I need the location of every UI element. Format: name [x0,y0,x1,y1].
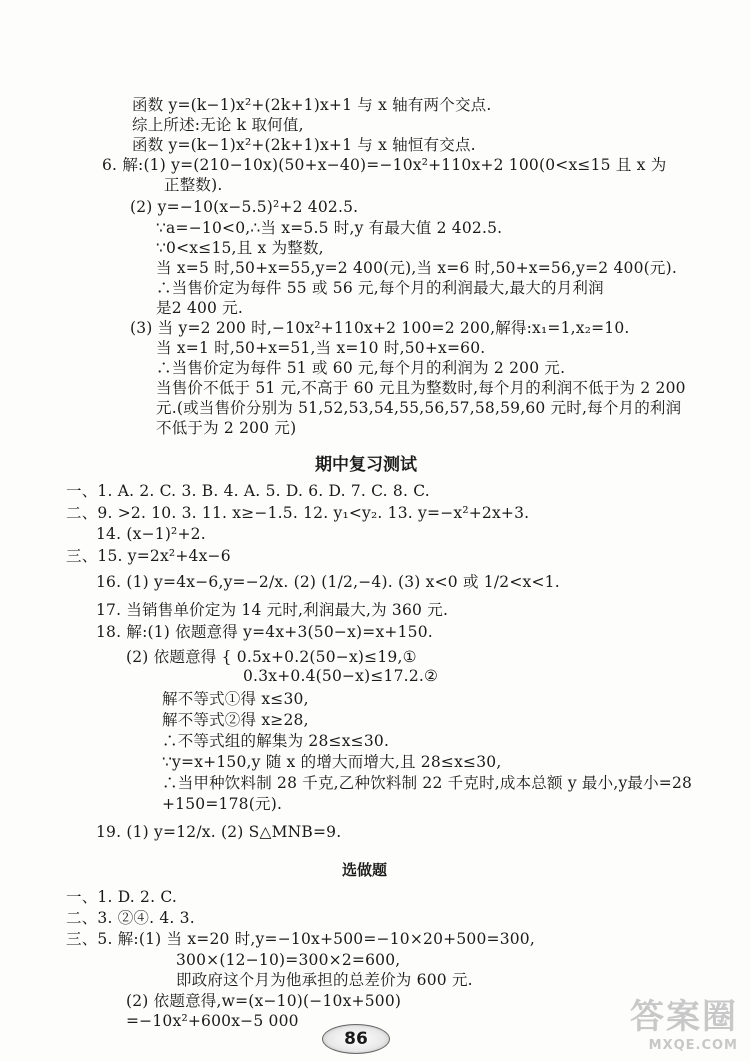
text-line: 300×(12−10)=300×2=600, [176,951,401,969]
text-line: ∴不等式组的解集为 28≤x≤30. [162,732,390,750]
text-line: 6. 解:(1) y=(210−10x)(50+x−40)=−10x²+110x+2 100(0<x≤15 且 x 为 [102,156,667,174]
text-line: +150=178(元). [162,795,283,813]
text-line: 正整数). [164,176,223,194]
text-line: 一、1. D. 2. C. [66,888,177,906]
text-line: 综上所述:无论 k 取何值, [132,116,304,134]
text-line: 18. 解:(1) 依题意得 y=4x+3(50−x)=x+150. [96,623,433,641]
text-line: 17. 当销售单价定为 14 元时,利润最大,为 360 元. [96,601,449,619]
text-line: 当 x=5 时,50+x=55,y=2 400(元),当 x=6 时,50+x=56,y=2 400(元). [156,259,677,277]
text-line: 16. (1) y=4x−6,y=−2/x. (2) (1/2,−4). (3) x<0 或 1/2<x<1. [96,573,560,591]
text-line: 二、3. ②④. 4. 3. [66,909,195,927]
text-line: 不低于为 2 200 元) [156,419,297,437]
text-line: ∵a=−10<0,∴当 x=5.5 时,y 有最大值 2 402.5. [156,219,503,237]
text-line: 当售价不低于 51 元,不高于 60 元且为整数时,每个月的利润不低于为 2 200 [156,379,686,397]
text-line: 函数 y=(k−1)x²+(2k+1)x+1 与 x 轴恒有交点. [132,136,476,154]
text-line: 三、5. 解:(1) 当 x=20 时,y=−10x+500=−10×20+500=300, [66,930,536,948]
text-line: (2) y=−10(x−5.5)²+2 402.5. [130,198,359,216]
text-line: ∴当售价定为每件 51 或 60 元,每个月的利润为 2 200 元. [156,359,566,377]
watermark-text: 答案圈 [630,997,738,1037]
text-line: =−10x²+600x−5 000 [126,1012,299,1030]
text-line: 19. (1) y=12/x. (2) S△MNB=9. [96,823,342,841]
text-line: 是2 400 元. [156,299,244,317]
text-line: 14. (x−1)²+2. [96,525,206,543]
text-line: ∵0<x≤15,且 x 为整数, [156,239,324,257]
section-heading-midterm: 期中复习测试 [315,455,417,475]
text-line: ∴当售价定为每件 55 或 56 元,每个月的利润最大,最大的月利润 [156,279,604,297]
text-line: 当 x=1 时,50+x=51,当 x=10 时,50+x=60. [156,339,486,357]
text-line: 即政府这个月为他承担的总差价为 600 元. [176,971,473,989]
text-line: 解不等式①得 x≤30, [162,690,309,708]
text-line: 一、1. A. 2. C. 3. B. 4. A. 5. D. 6. D. 7. C. 8. C. [66,482,430,500]
text-line: 0.3x+0.4(50−x)≤17.2.② [243,667,439,685]
text-line: (2) 依题意得 { 0.5x+0.2(50−x)≤19,① [126,648,417,666]
text-line: 二、9. >2. 10. 3. 11. x≥−1.5. 12. y₁<y₂. 13. y=−x²+2x+3. [66,504,530,522]
text-line: ∵y=x+150,y 随 x 的增大而增大,且 28≤x≤30, [162,753,502,771]
text-line: 元.(或当售价分别为 51,52,53,54,55,56,57,58,59,60 元时,每个月的利润 [156,399,682,417]
section-heading-optional: 选做题 [342,861,388,879]
text-line: ∴当甲种饮料制 28 千克,乙种饮料制 22 千克时,成本总额 y 最小,y最小=28 [162,774,693,792]
watermark-url: MXQE.COM [648,1038,738,1053]
text-line: 三、15. y=2x²+4x−6 [66,547,231,565]
text-line: (2) 依题意得,w=(x−10)(−10x+500) [126,992,402,1010]
watermark-logo [630,989,738,1053]
page-number: 86 [322,1024,390,1054]
text-line: 解不等式②得 x≥28, [162,711,309,729]
text-line: (3) 当 y=2 200 时,−10x²+110x+2 100=2 200,解得:x₁=1,x₂=10. [130,319,630,337]
text-line: 函数 y=(k−1)x²+(2k+1)x+1 与 x 轴有两个交点. [132,96,492,114]
